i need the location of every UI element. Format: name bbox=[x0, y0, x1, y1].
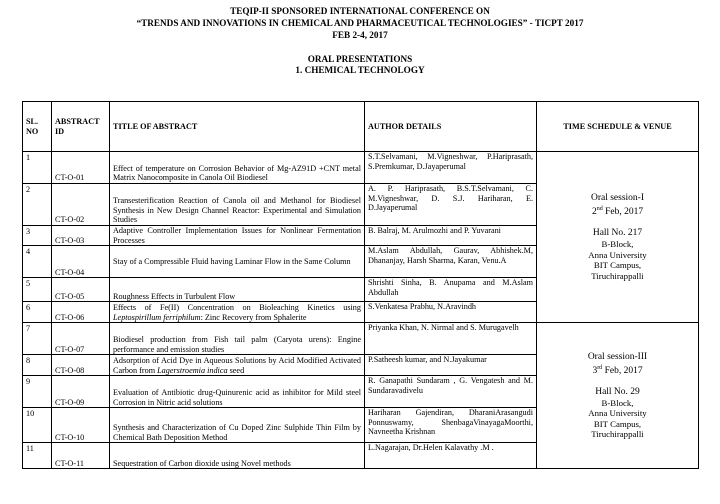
abstract-title: Roughness Effects in Turbulent Flow bbox=[110, 278, 365, 302]
abstract-id: CT-O-11 bbox=[52, 443, 110, 469]
sl-no: 3 bbox=[23, 226, 52, 246]
abstract-id: CT-O-02 bbox=[52, 184, 110, 226]
conference-title: TEQIP-II SPONSORED INTERNATIONAL CONFERENCE ON bbox=[230, 6, 490, 16]
venue-session: Oral session-I bbox=[590, 193, 645, 204]
abstract-id: CT-O-05 bbox=[52, 278, 110, 302]
section-title: ORAL PRESENTATIONS bbox=[307, 54, 413, 64]
venue-hall: Hall No. 217 bbox=[592, 228, 643, 239]
author-details: M.Aslam Abdullah, Gaurav, Abhishek.M, Dhananjay, Harsh Sharma, Karan, Venu.A bbox=[365, 246, 537, 278]
abstract-id: CT-O-06 bbox=[52, 302, 110, 323]
venue-date: Feb, 2017 bbox=[602, 207, 644, 218]
sl-no: 6 bbox=[23, 302, 52, 323]
abstract-title bbox=[110, 302, 365, 323]
title-text-end: : Zinc Recovery from Sphalerite bbox=[200, 312, 307, 322]
venue-session: Oral session-III bbox=[587, 351, 648, 362]
abstract-id: CT-O-08 bbox=[52, 355, 110, 376]
venue-session-3 bbox=[537, 323, 699, 469]
abstract-title: Adaptive Controller Implementation Issues for Nonlinear Fermentation Processes bbox=[110, 226, 365, 246]
venue-campus: BIT Campus, bbox=[593, 260, 642, 271]
author-details: S.Venkatesa Prabhu, N.Aravindh bbox=[365, 302, 537, 323]
sl-no: 2 bbox=[23, 184, 52, 226]
venue-city: Tiruchirappalli bbox=[591, 429, 644, 440]
sl-no: 8 bbox=[23, 355, 52, 376]
venue-city: Tiruchirappalli bbox=[591, 270, 644, 281]
author-details: P.Satheesh kumar, and N.Jayakumar bbox=[365, 355, 537, 376]
author-details: L.Nagarajan, Dr.Helen Kalavathy .M . bbox=[365, 443, 537, 469]
abstract-id: CT-O-07 bbox=[52, 323, 110, 355]
abstract-title: Biodiesel production from Fish tail palm (Caryota urens): Engine performance and emission studies bbox=[110, 323, 365, 355]
venue-day-suffix: rd bbox=[597, 364, 603, 371]
title-text: Adsorption of Acid Dye in Aqueous Solutions by Acid Modified Activated Carbon from bbox=[113, 356, 361, 375]
venue-hall: Hall No. 29 bbox=[595, 386, 640, 397]
section-subtitle: 1. CHEMICAL TECHNOLOGY bbox=[295, 65, 425, 75]
author-details: Priyanka Khan, N. Nirmal and S. Murugavelh bbox=[365, 323, 537, 355]
venue-date: Feb, 2017 bbox=[602, 365, 643, 376]
abstract-title: Stay of a Compressible Fluid having Laminar Flow in the Same Column bbox=[110, 246, 365, 278]
abstract-id: CT-O-10 bbox=[52, 408, 110, 443]
presentations-table bbox=[22, 101, 699, 469]
author-details: R. Ganapathi Sundaram , G. Vengatesh and M. Sundaravadivelu bbox=[365, 376, 537, 408]
venue-day-suffix: nd bbox=[596, 206, 603, 213]
author-details: B. Balraj, M. Arulmozhi and P. Yuvarani bbox=[365, 226, 537, 246]
table-header-row bbox=[23, 102, 699, 152]
venue-block: B-Block, bbox=[601, 397, 634, 408]
sl-no: 7 bbox=[23, 323, 52, 355]
sl-no: 1 bbox=[23, 152, 52, 184]
venue-block: B-Block, bbox=[601, 239, 634, 250]
sl-no: 4 bbox=[23, 246, 52, 278]
sl-no: 5 bbox=[23, 278, 52, 302]
sl-no: 9 bbox=[23, 376, 52, 408]
venue-campus: BIT Campus, bbox=[593, 418, 642, 429]
abstract-id: CT-O-03 bbox=[52, 226, 110, 246]
col-header-title: TITLE OF ABSTRACT bbox=[110, 102, 365, 152]
venue-university: Anna University bbox=[588, 408, 647, 419]
table-row bbox=[23, 323, 699, 355]
title-species: Lagerstroemia indica bbox=[157, 365, 228, 375]
abstract-id: CT-O-01 bbox=[52, 152, 110, 184]
author-details: S.T.Selvamani, M.Vigneshwar, P.Hariprasath, S.Premkumar, D.Jayaperumal bbox=[365, 152, 537, 184]
abstract-title: Evaluation of Antibiotic drug-Quinurenic acid as inhibitor for Mild steel Corrosion in Nitric acid solutions bbox=[110, 376, 365, 408]
title-species: Leptospirillum ferriphilum bbox=[113, 312, 201, 322]
abstract-title: Synthesis and Characterization of Cu Doped Zinc Sulphide Thin Film by Chemical Bath Deposition Method bbox=[110, 408, 365, 443]
author-details: Hariharan Gajendiran, DharaniArasangudi Ponnuswamy, ShenbagaVinayagaMoorthi, Navneetha Krishnan bbox=[365, 408, 537, 443]
abstract-title: Effect of temperature on Corrosion Behavior of Mg-AZ91D +CNT metal Matrix Nanocomposite in Canola Oil Biodiesel bbox=[110, 152, 365, 184]
abstract-title bbox=[110, 355, 365, 376]
conference-date: FEB 2-4, 2017 bbox=[332, 30, 388, 40]
venue-university: Anna University bbox=[588, 249, 647, 260]
abstract-title: Sequestration of Carbon dioxide using Novel methods bbox=[110, 443, 365, 469]
table-row bbox=[23, 152, 699, 184]
col-header-author: AUTHOR DETAILS bbox=[365, 102, 537, 152]
title-text-end: seed bbox=[227, 365, 245, 375]
abstract-id: CT-O-09 bbox=[52, 376, 110, 408]
author-details: A. P. Hariprasath, B.S.T.Selvamani, C. M.Vigneshwar, D. S.J. Hariharan, E. D.Jayaperumal bbox=[365, 184, 537, 226]
sl-no: 10 bbox=[23, 408, 52, 443]
col-header-abstract-id: ABSTRACT ID bbox=[52, 102, 110, 152]
venue-day: 2 bbox=[591, 207, 597, 218]
col-header-sl: SL. NO bbox=[23, 102, 52, 152]
venue-session-1 bbox=[537, 152, 699, 323]
conference-theme: “TRENDS AND INNOVATIONS IN CHEMICAL AND PHARMACEUTICAL TECHNOLOGIES” - TICPT 2017 bbox=[136, 18, 584, 28]
col-header-venue: TIME SCHEDULE & VENUE bbox=[537, 102, 699, 152]
abstract-id: CT-O-04 bbox=[52, 246, 110, 278]
sl-no: 11 bbox=[23, 443, 52, 469]
venue-day: 3 bbox=[592, 365, 598, 376]
author-details: Shrishti Sinha, B. Anupama and M.Aslam Abdullah bbox=[365, 278, 537, 302]
title-text: Effects of Fe(II) Concentration on Bioleaching Kinetics using bbox=[113, 303, 361, 312]
abstract-title: Transesterification Reaction of Canola oil and Methanol for Biodiesel Synthesis in New Design Channel Reactor: Experimental and Simulation Studies bbox=[110, 184, 365, 226]
